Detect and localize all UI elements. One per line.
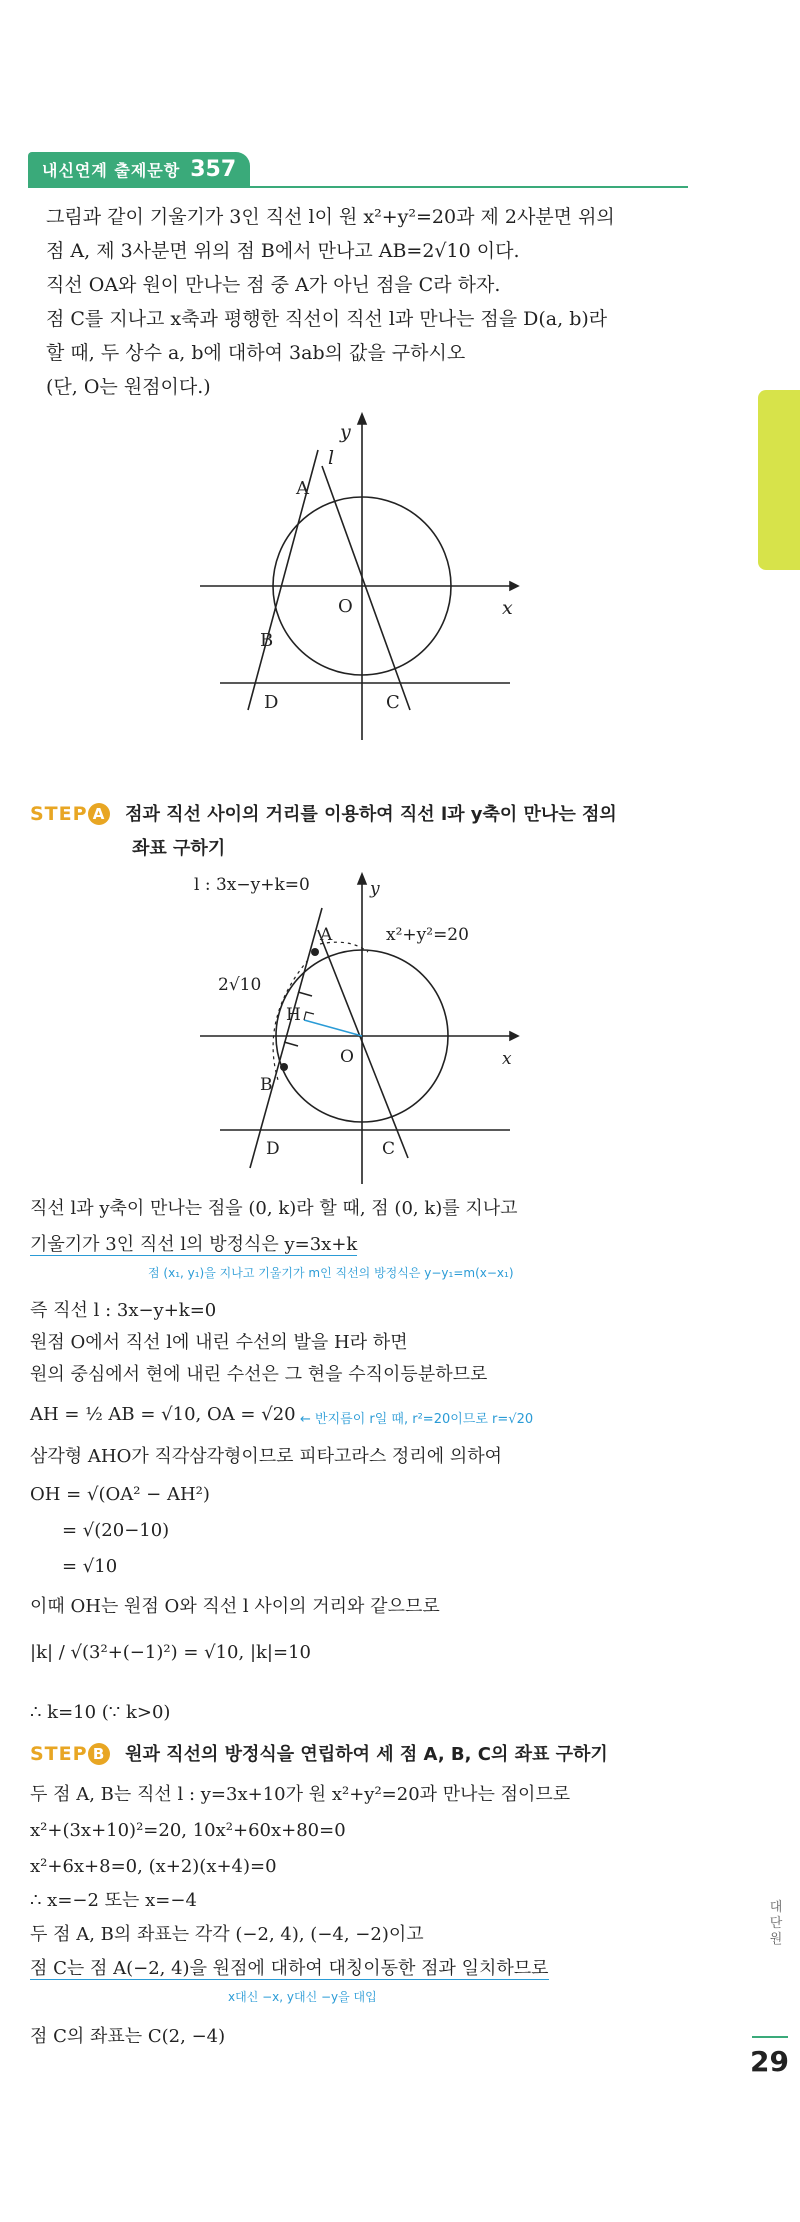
problem-line: 할 때, 두 상수 a, b에 대하여 3ab의 값을 구하시오 <box>46 342 466 364</box>
sol-line <box>30 1232 357 1258</box>
step-word: STEP <box>30 1743 88 1765</box>
step-b-heading <box>30 1740 608 1766</box>
step-title: 원과 직선의 방정식을 연립하여 세 점 A, B, C의 좌표 구하기 <box>125 1744 608 1765</box>
note-substitution: x대신 −x, y대신 −y을 대입 <box>228 1990 377 2004</box>
page-rule <box>752 2036 788 2038</box>
sol-line: 즉 직선 l : 3x−y+k=0 <box>30 1300 217 1321</box>
chord-length-label: 2√10 <box>218 975 262 995</box>
eq-circle-label: x²+y²=20 <box>386 925 469 945</box>
step-a-heading <box>30 800 617 826</box>
point-B <box>280 1063 288 1071</box>
line-oa <box>318 930 408 1158</box>
x-axis-arrow <box>510 582 518 590</box>
label-l: l <box>328 447 335 469</box>
problem-figure <box>190 410 540 750</box>
step-word: STEP <box>30 803 88 825</box>
step-letter-icon: A <box>88 803 110 825</box>
label-B: B <box>260 1075 273 1095</box>
sol-line: 두 점 A, B의 좌표는 각각 (−2, 4), (−4, −2)이고 <box>30 1924 424 1945</box>
label-A: A <box>320 925 333 945</box>
problem-line: 직선 OA와 원이 만나는 점 중 A가 아닌 점을 C라 하자. <box>46 274 501 296</box>
page-number: 29 <box>750 2045 789 2078</box>
sol-line: ∴ k=10 (∵ k>0) <box>30 1702 171 1723</box>
problem-statement <box>46 200 666 404</box>
problem-line: (단, O는 원점이다.) <box>46 376 211 398</box>
label-H: H <box>286 1005 301 1025</box>
right-angle <box>304 1012 314 1020</box>
sol-line: = √(20−10) <box>62 1520 170 1541</box>
label-O: O <box>340 1047 354 1067</box>
y-axis-arrow <box>358 874 366 884</box>
eq-line-label: l : 3x−y+k=0 <box>194 875 310 895</box>
label-x: x <box>502 597 513 619</box>
tag-number: 357 <box>190 156 237 182</box>
sol-line: = √10 <box>62 1556 118 1577</box>
side-tab <box>758 390 800 570</box>
side-vertical-label: 대단원 <box>769 1900 783 1947</box>
header-rule <box>28 186 688 188</box>
sol-line: 이때 OH는 원점 O와 직선 l 사이의 거리와 같으므로 <box>30 1596 440 1617</box>
sol-line-underlined: 점 C는 점 A(−2, 4)을 원점에 대하여 대칭이동한 점과 일치하므로 <box>30 1958 549 1979</box>
line-l <box>250 908 322 1168</box>
y-axis-arrow <box>358 414 366 424</box>
sol-line: 원의 중심에서 현에 내린 수선은 그 현을 수직이등분하므로 <box>30 1364 488 1385</box>
step-a-heading-cont <box>132 834 225 860</box>
label-O: O <box>338 596 353 617</box>
step-letter-icon: B <box>88 1743 110 1765</box>
note-line-equation: 점 (x₁, y₁)을 지나고 기울기가 m인 직선의 방정식은 y−y₁=m(x−x₁) <box>148 1266 514 1280</box>
problem-line: 점 C를 지나고 x축과 평행한 직선이 직선 l과 만나는 점을 D(a, b)라 <box>46 308 608 330</box>
segment-oh <box>304 1020 362 1036</box>
sol-line: 두 점 A, B는 직선 l : y=3x+10가 원 x²+y²=20과 만나는 점이므로 <box>30 1784 571 1805</box>
sol-line: x²+(3x+10)²=20, 10x²+60x+80=0 <box>30 1820 346 1841</box>
point-A <box>311 948 319 956</box>
label-D: D <box>264 692 279 713</box>
x-axis-arrow <box>510 1032 518 1040</box>
step-title: 점과 직선 사이의 거리를 이용하여 직선 l과 y축이 만나는 점의 <box>125 804 617 825</box>
sol-line <box>30 1956 549 1982</box>
step-title: 좌표 구하기 <box>132 838 226 859</box>
tick-1 <box>298 992 312 996</box>
sol-line: OH = √(OA² − AH²) <box>30 1484 210 1505</box>
sol-line: 직선 l과 y축이 만나는 점을 (0, k)라 할 때, 점 (0, k)를 지나고 <box>30 1198 518 1219</box>
label-C: C <box>382 1139 396 1159</box>
sol-line: 점 C의 좌표는 C(2, −4) <box>30 2026 226 2047</box>
solution-figure <box>190 868 540 1188</box>
label-y: y <box>370 879 380 899</box>
sol-line-underlined: 기울기가 3인 직선 l의 방정식은 y=3x+k <box>30 1234 358 1255</box>
sol-line: |k| / √(3²+(−1)²) = √10, |k|=10 <box>30 1642 311 1663</box>
label-A: A <box>296 478 309 499</box>
sol-line: x²+6x+8=0, (x+2)(x+4)=0 <box>30 1856 277 1877</box>
sol-line: 삼각형 AHO가 직각삼각형이므로 피타고라스 정리에 의하여 <box>30 1446 502 1467</box>
sol-line: 원점 O에서 직선 l에 내린 수선의 발을 H라 하면 <box>30 1332 408 1353</box>
label-x: x <box>502 1049 512 1069</box>
problem-tag <box>28 152 250 186</box>
tick-2 <box>284 1042 298 1046</box>
label-B: B <box>260 630 274 651</box>
sol-line: AH = ½ AB = √10, OA = √20 <box>30 1404 296 1425</box>
tag-label: 내신연계 출제문항 <box>42 160 181 180</box>
problem-line: 점 A, 제 3사분면 위의 점 B에서 만나고 AB=2√10 이다. <box>46 240 520 262</box>
label-D: D <box>266 1139 280 1159</box>
problem-line: 그림과 같이 기울기가 3인 직선 l이 원 x²+y²=20과 제 2사분면 위의 <box>46 206 615 228</box>
sol-line: ∴ x=−2 또는 x=−4 <box>30 1890 197 1911</box>
line-oa <box>322 466 410 710</box>
label-C: C <box>386 692 400 713</box>
note-radius: ← 반지름이 r일 때, r²=20이므로 r=√20 <box>300 1412 534 1427</box>
label-y: y <box>340 421 351 443</box>
